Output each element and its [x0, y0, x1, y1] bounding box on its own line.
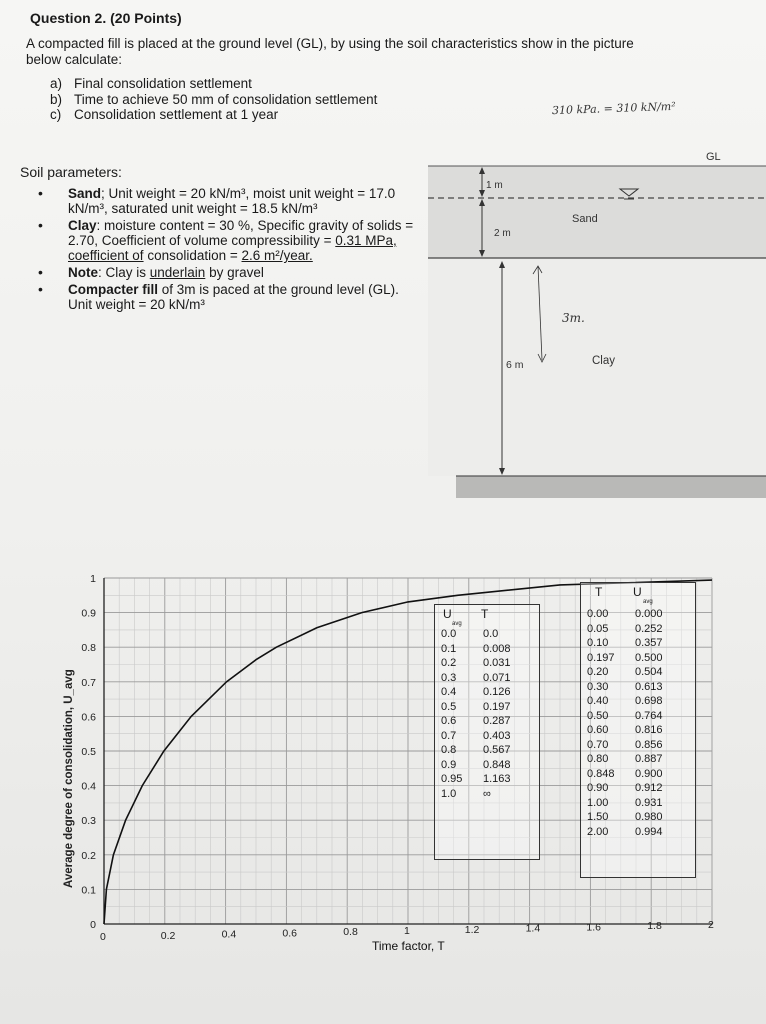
table-row: [587, 738, 663, 753]
table-cell: 0.856: [635, 738, 663, 751]
table-cell: ∞: [483, 787, 491, 800]
table-row: [441, 656, 511, 671]
table-row: [587, 781, 663, 796]
table1-header-u: U: [443, 607, 452, 621]
handwritten-stress-note: 310 kPa. = 310 kN/m²: [551, 99, 676, 118]
table2-header-u: U: [633, 585, 642, 599]
y-tick-label: 0: [90, 919, 96, 931]
table-cell: 1.163: [483, 773, 511, 785]
dim-1m-label: 1 m: [486, 180, 503, 191]
x-tick-label: 1.2: [464, 923, 480, 936]
note-parameters: • Note: Clay is underlain by gravel: [26, 265, 416, 280]
table-row: [441, 671, 511, 686]
table-row: [441, 772, 511, 787]
table-cell: 2.00: [587, 825, 609, 838]
y-tick-label: 0.9: [81, 607, 96, 620]
table-cell: 0.126: [483, 686, 511, 698]
table-cell: 0.00: [587, 608, 609, 620]
table-cell: 0.60: [587, 724, 609, 736]
table-cell: 0.8: [441, 744, 457, 756]
table-cell: 0.30: [587, 680, 609, 693]
table-row: [587, 825, 663, 840]
y-tick-label: 0.8: [81, 642, 96, 655]
table-uavg-to-t: [434, 604, 540, 860]
table-cell: 0.2: [441, 657, 457, 669]
table-cell: 0.197: [483, 700, 511, 713]
x-tick-label: 0.4: [221, 928, 237, 941]
table-cell: 0.9: [441, 758, 457, 771]
table-cell: 0.50: [587, 709, 609, 722]
table-cell: 0.3: [441, 671, 457, 684]
y-tick-label: 0.2: [81, 849, 96, 862]
dim-2m-label: 2 m: [494, 228, 511, 239]
y-tick-label: 0.5: [81, 746, 96, 758]
table-row: [441, 729, 511, 744]
task-item-b: b) Time to achieve 50 mm of consolidation settlement: [50, 91, 378, 107]
table-row: [441, 758, 511, 773]
table-cell: 0.05: [587, 622, 609, 635]
y-tick-label: 0.6: [81, 711, 96, 724]
table-row: [587, 810, 663, 825]
table-cell: 0.071: [483, 671, 511, 684]
table-cell: 1.00: [587, 796, 609, 809]
gl-label: GL: [706, 151, 721, 163]
table-cell: 0.816: [635, 724, 663, 736]
table-row: [587, 709, 663, 724]
x-axis-label: Time factor, T: [372, 939, 445, 953]
table-row: [441, 714, 511, 729]
fill-parameters: • Compacter fill of 3m is paced at the ground level (GL). Unit weight = 20 kN/m³: [26, 282, 416, 312]
table-row: [441, 685, 511, 700]
table-cell: 0.567: [483, 744, 511, 756]
table-cell: 0.613: [635, 680, 663, 693]
table2-header-t: T: [595, 585, 603, 599]
table-cell: 0.980: [635, 811, 663, 823]
task-item-c: c) Consolidation settlement at 1 year: [50, 107, 279, 122]
table-cell: 0.252: [635, 622, 663, 635]
table-row: [587, 622, 663, 637]
table-cell: 0.6: [441, 715, 457, 727]
task-list: [50, 76, 377, 123]
table-cell: 0.0: [441, 628, 457, 640]
table-cell: 0.287: [483, 715, 511, 727]
table-cell: 0.95: [441, 773, 463, 785]
table-cell: 0.031: [483, 657, 511, 669]
table-cell: 1.0: [441, 787, 457, 800]
table-row: [587, 694, 663, 709]
soil-parameters-heading: Soil parameters:: [20, 164, 122, 180]
x-tick-label: 0.2: [160, 929, 176, 942]
table-cell: 0.403: [483, 729, 511, 742]
x-tick-label: 2: [708, 919, 714, 931]
x-tick-label: 0.8: [343, 926, 358, 939]
x-tick-label: 0.6: [282, 927, 298, 940]
sand-label: Sand: [572, 213, 598, 225]
table1-rows: [441, 627, 511, 801]
question-title: Question 2. (20 Points): [30, 10, 182, 26]
y-tick-label: 0.7: [81, 676, 96, 689]
x-tick-label: 1: [404, 925, 410, 937]
clay-parameters: • Clay: moisture content = 30 %, Specific gravity of solids = 2.70, Coefficient of volume compressibility = 0.31 MPa, coefficient of consolidation = 2.6 m²/year.: [26, 218, 416, 263]
table-cell: 0.912: [635, 782, 663, 794]
table-cell: 0.1: [441, 642, 457, 655]
table-cell: 0.357: [635, 637, 663, 649]
y-tick-label: 1: [90, 573, 96, 585]
table-row: [587, 680, 663, 695]
table-row: [441, 642, 511, 657]
sand-parameters: • Sand; Unit weight = 20 kN/m³, moist unit weight = 17.0 kN/m³, saturated unit weight = 18.5 kN/m³: [26, 186, 416, 216]
table-cell: 1.50: [587, 811, 609, 823]
table-cell: 0.197: [587, 651, 615, 664]
clay-label: Clay: [592, 355, 616, 367]
table-cell: 0.10: [587, 637, 609, 649]
x-tick-label: 1.6: [586, 921, 602, 934]
table-cell: 0.000: [635, 608, 663, 620]
table-cell: 0.931: [635, 796, 663, 809]
x-tick-label: 1.4: [525, 922, 541, 935]
table-cell: 0.848: [587, 767, 615, 780]
table-cell: 0.900: [635, 767, 663, 780]
table-cell: 0.40: [587, 695, 609, 707]
table-row: [587, 723, 663, 738]
table-cell: 0.0: [483, 628, 499, 640]
table-row: [587, 796, 663, 811]
soil-profile-diagram: [420, 140, 766, 510]
table-row: [587, 752, 663, 767]
table-cell: 0.008: [483, 642, 511, 655]
dim-6m-label: 6 m: [506, 359, 524, 371]
table-cell: 0.994: [635, 825, 663, 838]
table-cell: 0.70: [587, 738, 609, 751]
table-row: [587, 651, 663, 666]
y-axis-label: Average degree of consolidation, U_avg: [63, 669, 75, 888]
question-intro: A compacted fill is placed at the ground level (GL), by using the soil characteristics show in the picture below calculate:: [26, 36, 634, 67]
table-cell: 0.764: [635, 709, 663, 722]
table1-header-avg: avg: [452, 621, 462, 627]
clay-layer: [428, 258, 766, 476]
soil-parameter-list: [26, 186, 416, 314]
table-t-to-uavg: [580, 582, 696, 878]
table-row: [587, 607, 663, 622]
table-row: [441, 787, 511, 802]
table-cell: 0.90: [587, 782, 609, 794]
table-cell: 0.848: [483, 758, 511, 771]
handwritten-3m-label: 3m.: [562, 311, 585, 325]
sand-layer: [428, 166, 766, 258]
table-cell: 0.5: [441, 700, 457, 713]
table-cell: 0.504: [635, 666, 663, 678]
table-cell: 0.4: [441, 686, 457, 698]
gravel-base: [456, 476, 766, 498]
table-cell: 0.20: [587, 666, 609, 678]
y-tick-label: 0.4: [81, 780, 96, 793]
table-row: [587, 665, 663, 680]
table-cell: 0.887: [635, 753, 663, 765]
x-tick-label: 0: [100, 931, 106, 943]
table-cell: 0.500: [635, 651, 663, 664]
y-tick-label: 0.1: [81, 884, 96, 897]
table-cell: 0.80: [587, 753, 609, 765]
table-row: [441, 627, 511, 642]
table-row: [441, 743, 511, 758]
table-row: [587, 767, 663, 782]
task-item-a: a) Final consolidation settlement: [50, 76, 252, 91]
y-tick-label: 0.3: [81, 815, 96, 828]
table-cell: 0.698: [635, 695, 663, 707]
x-tick-label: 1.8: [647, 920, 662, 933]
table-row: [441, 700, 511, 715]
table2-rows: [587, 607, 663, 839]
table-row: [587, 636, 663, 651]
table2-header-avg: avg: [643, 599, 653, 605]
table1-header-t: T: [481, 607, 489, 621]
table-cell: 0.7: [441, 729, 457, 742]
